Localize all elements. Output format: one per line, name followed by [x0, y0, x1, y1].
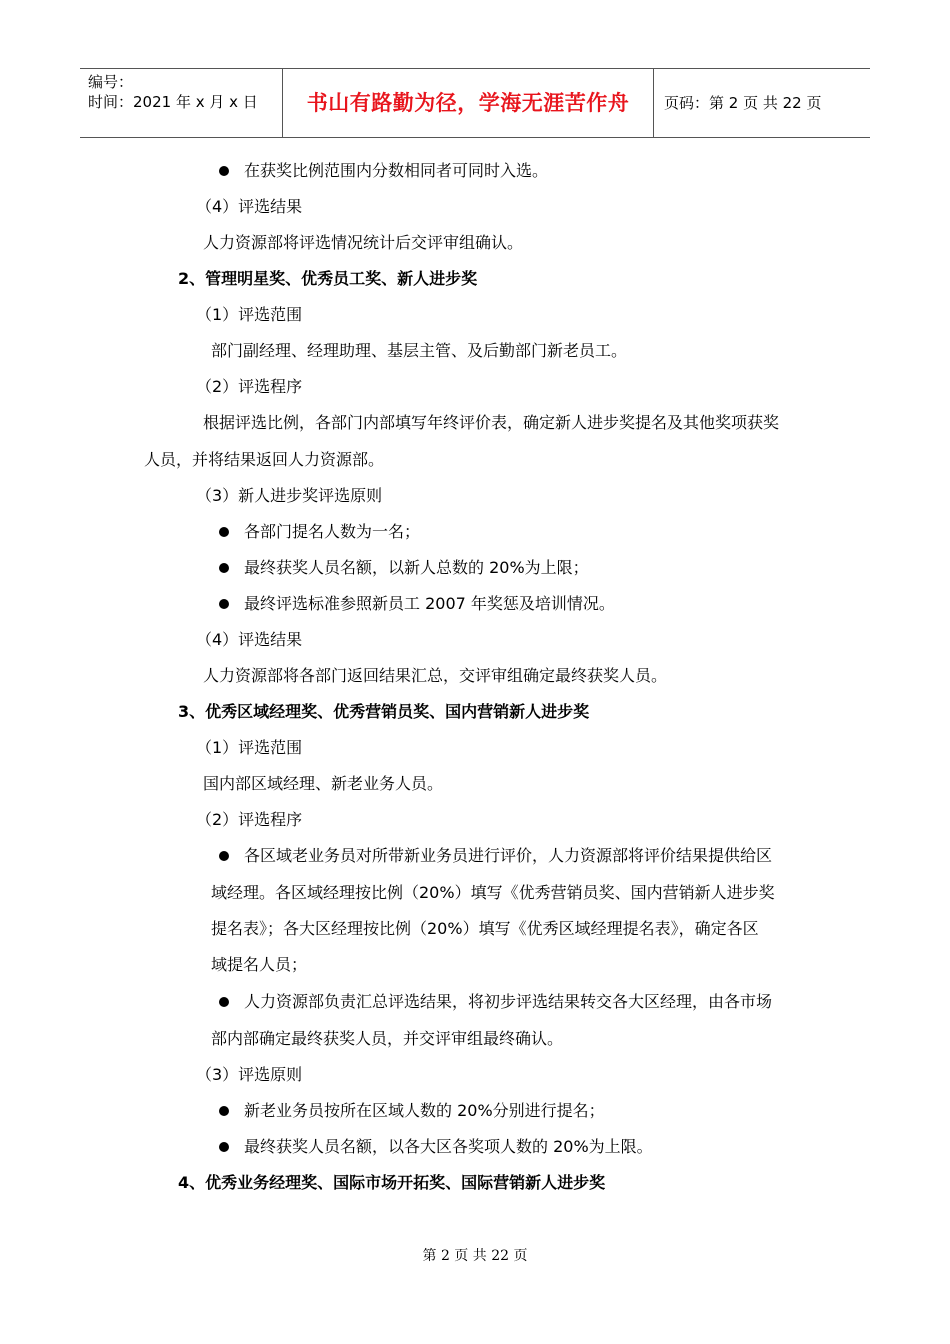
bullet-icon	[219, 166, 229, 176]
header-page-indicator: 页码：第 2 页 共 22 页	[664, 94, 822, 112]
bullet-icon	[219, 599, 229, 609]
section-heading: 2、管理明星奖、优秀员工奖、新人进步奖	[178, 269, 478, 288]
bullet-icon	[219, 997, 229, 1007]
list-item: 最终获奖人员名额，以各大区各奖项人数的 20%为上限。	[244, 1137, 653, 1156]
subsection-heading: （1）评选范围	[196, 305, 303, 324]
paragraph: 根据评选比例，各部门内部填写年终评价表，确定新人进步奖提名及其他奖项获奖	[203, 413, 780, 432]
list-item-continuation: 域经理。各区域经理按比例（20%）填写《优秀营销员奖、国内营销新人进步奖	[211, 883, 775, 902]
list-item: 最终获奖人员名额，以新人总数的 20%为上限；	[244, 558, 589, 577]
header-meta	[80, 69, 282, 137]
header-motto: 书山有路勤为径，学海无涯苦作舟	[306, 91, 630, 115]
list-item: 各区域老业务员对所带新业务员进行评价，人力资源部将评价结果提供给区	[244, 846, 773, 865]
paragraph: 人力资源部将各部门返回结果汇总，交评审组确定最终获奖人员。	[203, 666, 668, 685]
list-item-continuation: 域提名人员；	[211, 955, 308, 974]
list-item: 各部门提名人数为一名；	[244, 522, 421, 541]
bullet-icon	[219, 1106, 229, 1116]
paragraph: 人员，并将结果返回人力资源部。	[144, 450, 385, 469]
list-item: 最终评选标准参照新员工 2007 年奖惩及培训情况。	[244, 594, 615, 613]
bullet-icon	[219, 527, 229, 537]
subsection-heading: （2）评选程序	[196, 377, 303, 396]
list-item: 人力资源部负责汇总评选结果，将初步评选结果转交各大区经理，由各市场	[244, 992, 773, 1011]
date-label: 时间：2021 年 x 月 x 日	[88, 93, 258, 111]
list-item-continuation: 部内部确定最终获奖人员，并交评审组最终确认。	[211, 1029, 564, 1048]
subsection-heading: （4）评选结果	[196, 197, 303, 216]
subsection-heading: （1）评选范围	[196, 738, 303, 757]
page-header	[80, 68, 870, 138]
list-item: 新老业务员按所在区域人数的 20%分别进行提名；	[244, 1101, 605, 1120]
subsection-heading: （3）评选原则	[196, 1065, 303, 1084]
paragraph: 部门副经理、经理助理、基层主管、及后勤部门新老员工。	[211, 341, 628, 360]
bullet-icon	[219, 851, 229, 861]
page-footer: 第 2 页 共 22 页	[422, 1248, 528, 1264]
section-heading: 3、优秀区域经理奖、优秀营销员奖、国内营销新人进步奖	[178, 702, 590, 721]
subsection-heading: （2）评选程序	[196, 810, 303, 829]
bullet-icon	[219, 563, 229, 573]
serial-number-label: 编号：	[88, 73, 134, 91]
paragraph: 在获奖比例范围内分数相同者可同时入选。	[244, 161, 549, 180]
subsection-heading: （3）新人进步奖评选原则	[196, 486, 383, 505]
section-heading: 4、优秀业务经理奖、国际市场开拓奖、国际营销新人进步奖	[178, 1173, 606, 1192]
bullet-icon	[219, 1142, 229, 1152]
paragraph: 人力资源部将评选情况统计后交评审组确认。	[203, 233, 524, 252]
header-motto-cell	[282, 69, 654, 137]
list-item-continuation: 提名表》；各大区经理按比例（20%）填写《优秀区域经理提名表》，确定各区	[211, 919, 759, 938]
paragraph: 国内部区域经理、新老业务人员。	[203, 774, 444, 793]
subsection-heading: （4）评选结果	[196, 630, 303, 649]
